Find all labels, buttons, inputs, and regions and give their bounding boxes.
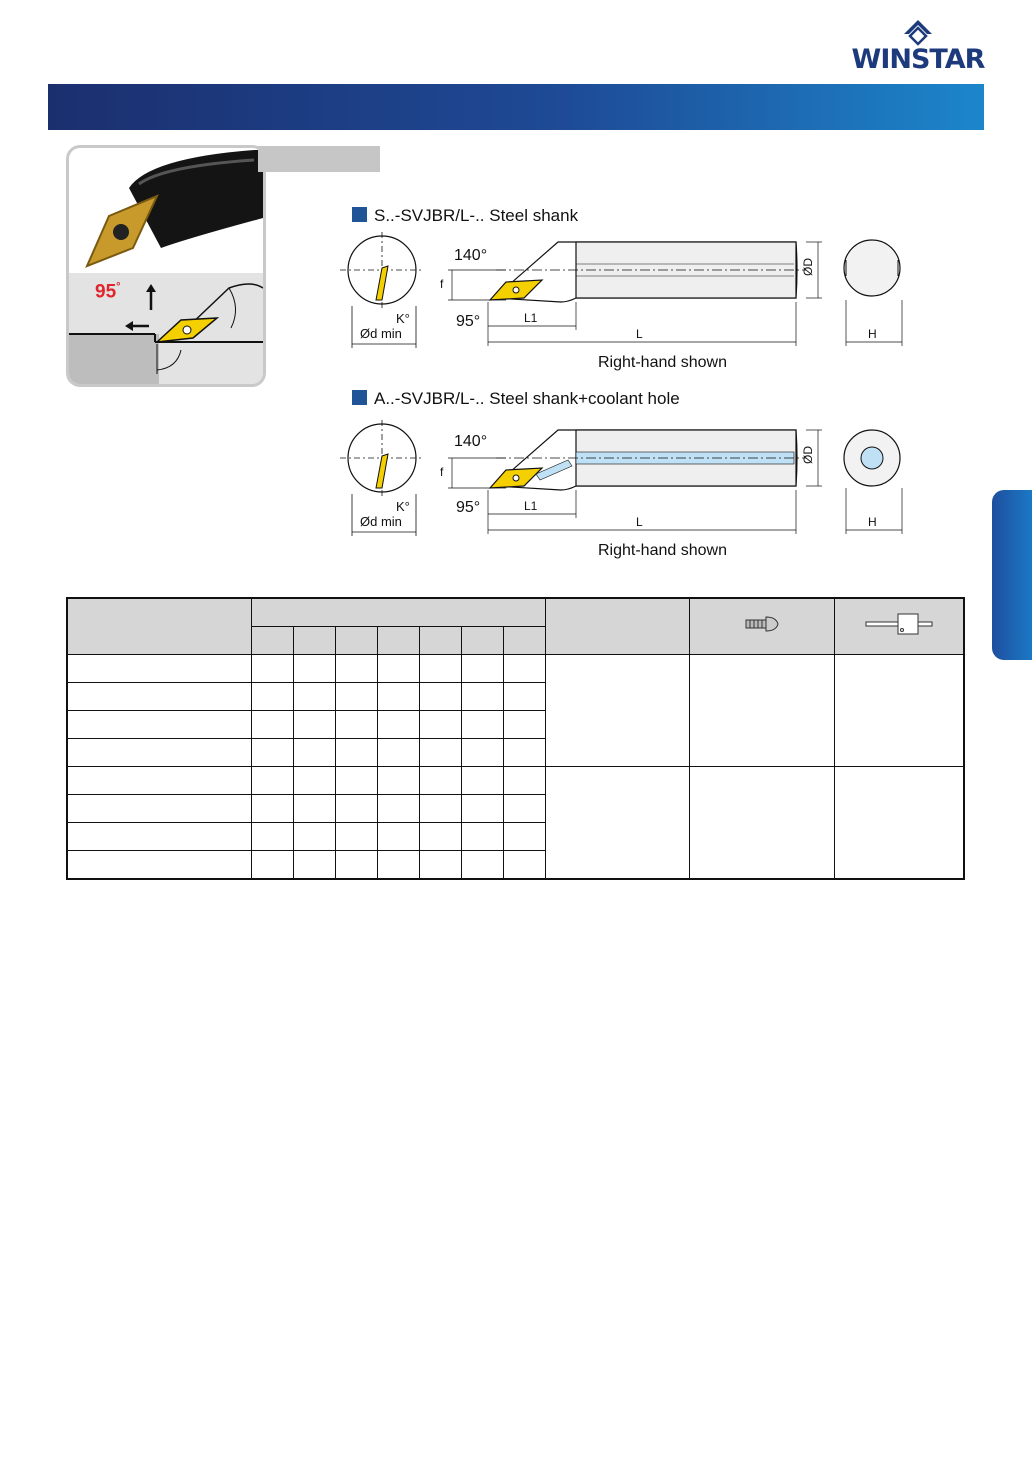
header-code — [67, 598, 251, 655]
svg-text:95°: 95° — [456, 499, 481, 516]
screw-icon — [742, 614, 782, 634]
section-marker-icon — [352, 207, 367, 222]
svg-text:H: H — [868, 515, 877, 529]
section-title-steel-shank: S..-SVJBR/L-.. Steel shank — [352, 206, 578, 226]
svg-text:L: L — [636, 515, 643, 529]
table-row — [67, 655, 964, 683]
winstar-logo — [848, 18, 988, 74]
header-wrench — [834, 598, 964, 655]
svg-text:K°: K° — [396, 499, 410, 514]
side-section-tab[interactable] — [992, 490, 1032, 660]
header-dim-col — [461, 627, 503, 655]
caption-coolant-hole: Right-hand shown — [598, 542, 727, 559]
brand-name: WINSTAR — [851, 44, 985, 75]
screw-cell — [689, 767, 834, 880]
svg-text:L1: L1 — [524, 311, 538, 325]
caption-steel-shank: Right-hand shown — [598, 354, 727, 371]
header-dim-col — [419, 627, 461, 655]
svg-text:ØD: ØD — [801, 446, 815, 464]
svg-text:Ød min: Ød min — [360, 326, 402, 341]
boring-bar-photo — [69, 148, 263, 384]
header-dim-col — [251, 627, 293, 655]
svg-text:H: H — [868, 327, 877, 341]
svg-text:Ød min: Ød min — [360, 514, 402, 529]
header-dim-col — [503, 627, 545, 655]
screw-cell — [689, 655, 834, 767]
svg-text:K°: K° — [396, 311, 410, 326]
approach-angle-label: 95° — [95, 281, 121, 303]
product-photo — [66, 145, 266, 387]
spec-table — [66, 597, 965, 880]
wrench-icon — [864, 612, 934, 636]
header-dim-col — [293, 627, 335, 655]
header-banner — [48, 84, 984, 130]
svg-text:f: f — [440, 277, 444, 291]
svg-text:95°: 95° — [456, 313, 481, 330]
insert-cell — [545, 655, 689, 767]
svg-text:140°: 140° — [454, 433, 488, 450]
svg-text:f: f — [440, 465, 444, 479]
section-marker-icon — [352, 390, 367, 405]
header-insert — [545, 598, 689, 655]
header-dimensions — [251, 598, 545, 627]
wrench-cell — [834, 655, 964, 767]
header-dim-col — [335, 627, 377, 655]
svg-text:140°: 140° — [454, 247, 488, 264]
header-dim-col — [377, 627, 419, 655]
header-screw — [689, 598, 834, 655]
wrench-cell — [834, 767, 964, 880]
section-title-coolant-hole: A..-SVJBR/L-.. Steel shank+coolant hole — [352, 389, 680, 409]
svg-text:L1: L1 — [524, 499, 538, 513]
title-strip — [258, 146, 380, 172]
table-row — [67, 767, 964, 795]
svg-text:L: L — [636, 327, 643, 341]
svg-text:ØD: ØD — [801, 258, 815, 276]
insert-cell — [545, 767, 689, 880]
